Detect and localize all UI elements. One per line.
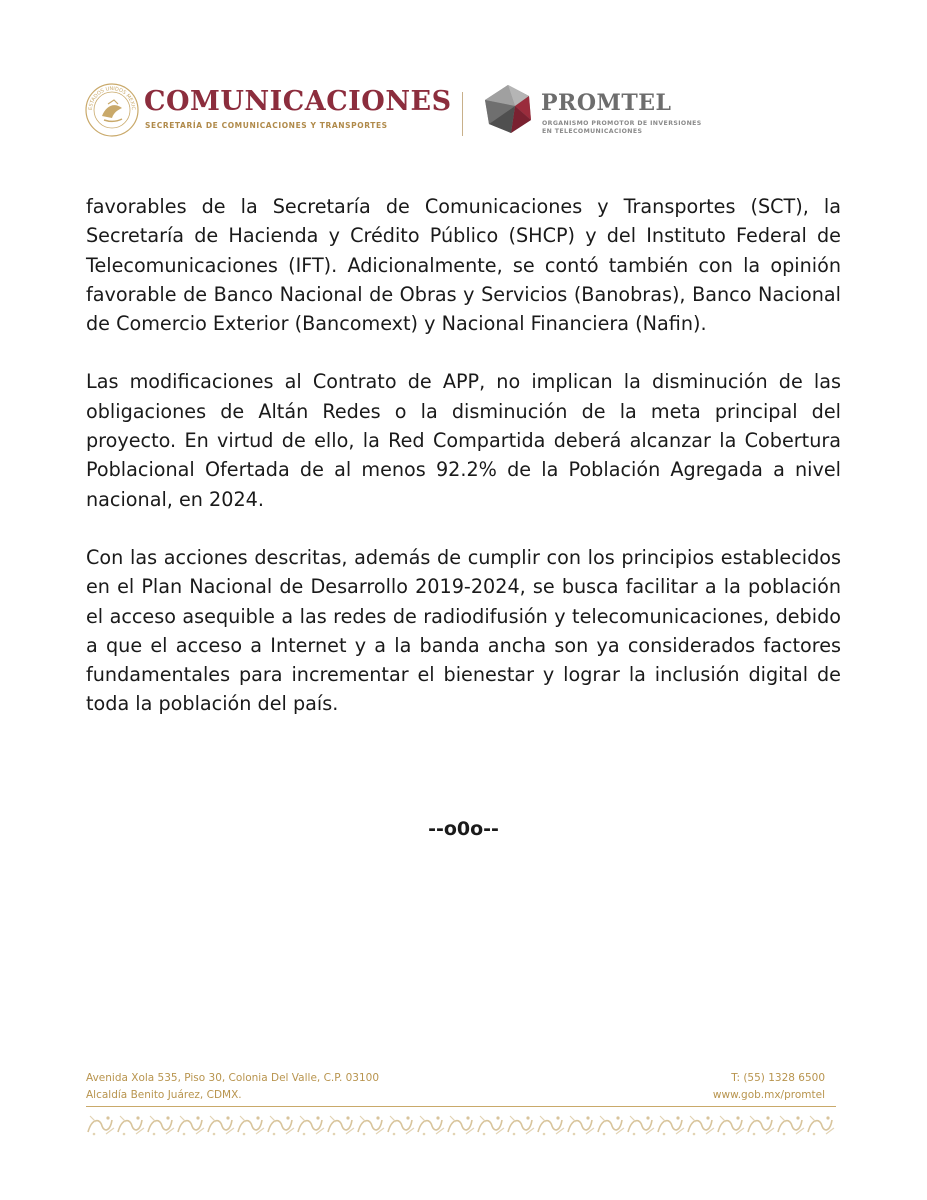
promtel-subtitle-line2: EN TELECOMUNICACIONES [542,128,643,135]
header-divider [462,92,463,136]
body-paragraph: Las modificaciones al Contrato de APP, no implican la disminución de las obligaciones de Altán Redes o la disminución de la meta principal del proyecto. En virtud de ello, la Red Compartida deberá alcanzar la Cobertura Poblacional Ofertada de al menos 92.2% de la Población Agregada a nivel nacional, en 2024. [86,370,841,511]
document-body [86,192,841,748]
promtel-subtitle [542,120,702,136]
letterhead [84,80,724,140]
seal-text: ESTADOS UNIDOS MEXIC [87,85,137,111]
address-line: Alcaldía Benito Juárez, CDMX. [86,1088,242,1101]
promtel-subtitle-line1: ORGANISMO PROMOTOR DE INVERSIONES [542,120,702,127]
body-paragraph: favorables de la Secretaría de Comunicaciones y Transportes (SCT), la Secretaría de Hacienda y Crédito Público (SHCP) y del Instituto Federal de Telecomunicaciones (IFT). Adicionalmente, se contó también con la opinión favorable de Banco Nacional de Obras y Servicios (Banobras), Banco Nacional de Comercio Exterior (Bancomext) y Nacional Financiera (Nafin). [86,195,841,336]
decorative-pattern-band [86,1112,836,1138]
comunicaciones-subtitle: SECRETARÍA DE COMUNICACIONES Y TRANSPORTES [145,121,388,130]
footer-divider [86,1106,836,1107]
comunicaciones-title: COMUNICACIONES [144,86,452,117]
closing-mark: --o0o-- [428,818,499,840]
footer-address [86,1070,379,1103]
mexico-seal-icon [84,82,140,138]
promtel-title: PROMTEL [541,90,672,116]
phone-number: T: (55) 1328 6500 [731,1072,825,1084]
address-line: Avenida Xola 535, Piso 30, Colonia Del Valle, C.P. 03100 [86,1072,380,1084]
body-paragraph: Con las acciones descritas, además de cumplir con los principios establecidos en el Plan Nacional de Desarrollo 2019-2024, se busca facilitar a la población el acceso asequible a las redes de radiodifusión y telecomunicaciones, debido a que el acceso a Internet y a la banda ancha son ya considerados factores fundamentales para incrementar el bienestar y lograr la inclusión digital de toda la población del país. [86,545,841,716]
promtel-logo-icon [481,82,535,136]
website-link[interactable]: www.gob.mx/promtel [712,1088,825,1101]
footer-contact [713,1070,825,1103]
